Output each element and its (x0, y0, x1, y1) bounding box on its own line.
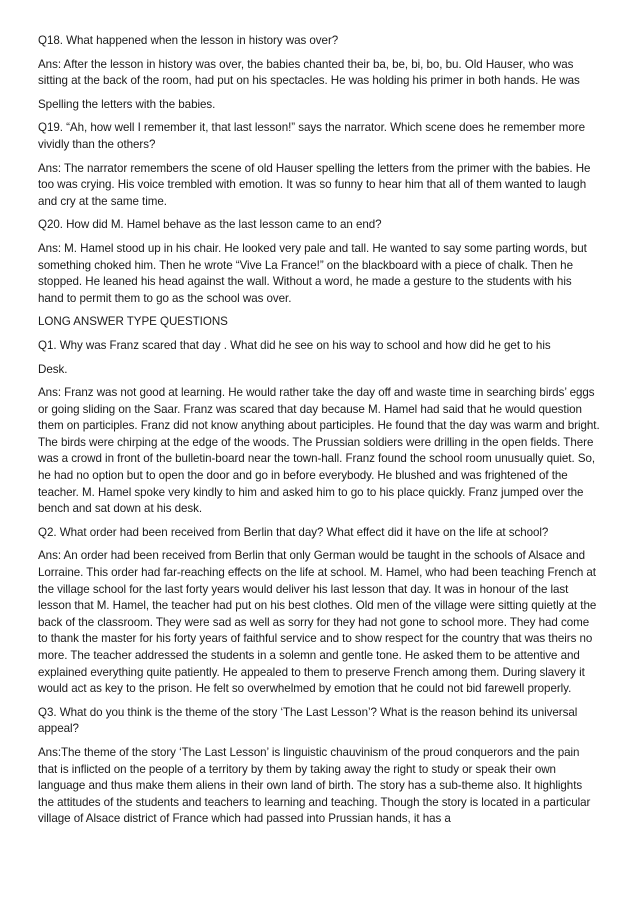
answer-q18-continued: Spelling the letters with the babies. (38, 97, 216, 111)
answer-long-q1: Ans: Franz was not good at learning. He would rather take the day off and waste time in searching birds’ eggs or going sliding on the Saar. Franz was scared that day because M. Hamel had said that he would question them on participles. Franz did not know anything about participles. He found that the day was warm and bright. The birds were chirping at the edge of the woods. The Prussian soldiers were drilling in the open fields. There was a crowd in front of the bulletin-board near the town-hall. Franz found the school room unusually quiet. So, he had no option but to open the door and go in before everybody. He blushed and was frightened of the teacher. M. Hamel spoke very kindly to him and asked him to go to his place quickly. Franz jumped over the bench and sat down at his desk. (38, 386, 600, 516)
document-page (38, 33, 600, 835)
answer-long-q3: Ans:The theme of the story ‘The Last Lesson’ is linguistic chauvinism of the proud conquerors and the pain that is inflicted on the people of a territory by them by taking away the right to study or speak their own language and thus make them aliens in their own land of birth. The story has a sub-theme also. It highlights the attitudes of the students and teachers to learning and teaching. Though the story is located in a particular village of Alsace district of France which had passed into Prussian hands, it has a (38, 745, 591, 826)
answer-q18: Ans: After the lesson in history was over, the babies chanted their ba, be, bi, bo, bu. Old Hauser, who was sitting at the back of the room, had put on his spectacles. He was holding his primer in both hands. He was (38, 57, 580, 88)
answer-q19: Ans: The narrator remembers the scene of old Hauser spelling the letters from the primer with the babies. He too was crying. His voice trembled with emotion. It was so funny to hear him that all of them wanted to laugh and cry at the same time. (38, 161, 591, 208)
question-q19: Q19. “Ah, how well I remember it, that last lesson!” says the narrator. Which scene does he remember more vividly than the others? (38, 121, 585, 151)
question-q20: Q20. How did M. Hamel behave as the last lesson came to an end? (38, 218, 382, 232)
question-long-q2: Q2. What order had been received from Berlin that day? What effect did it have on the life at school? (38, 525, 549, 539)
question-long-q1-continued: Desk. (38, 362, 68, 376)
answer-q20: Ans: M. Hamel stood up in his chair. He looked very pale and tall. He wanted to say some parting words, but something choked him. Then he wrote “Vive La France!” on the blackboard with a piece of chalk. Then he stopped. He leaned his head against the wall. Without a word, he made a gesture to the students with his hand to permit them to go as the school was over. (38, 241, 587, 305)
section-heading: LONG ANSWER TYPE QUESTIONS (38, 315, 228, 329)
question-q18: Q18. What happened when the lesson in history was over? (38, 34, 339, 47)
question-long-q3: Q3. What do you think is the theme of the story ‘The Last Lesson’? What is the reason behind its universal appeal? (38, 705, 578, 736)
answer-long-q2: Ans: An order had been received from Berlin that only German would be taught in the schools of Alsace and Lorraine. This order had far-reaching effects on the life at school. M. Hamel, who had been teaching French at the village school for the last forty years would deliver his last lesson that day. It was in honour of the last lesson that M. Hamel, the teacher had put on his best clothes. Old men of the village were sitting quietly at the back of the classroom. They were sad as well as sorry for they had not gone to school more. They had come to thank the master for his forty years of faithful service and to show respect for the country that was theirs no more. The teacher addressed the students in a solemn and gentle tone. He asked them to be attentive and explained everything quite patiently. He appealed to them to preserve French among them. During slavery it would act as key to the prison. He felt so overwhelmed by emotion that he could not bid farewell properly. (38, 549, 597, 696)
question-long-q1: Q1. Why was Franz scared that day . What did he see on his way to school and how did he get to his (38, 338, 551, 352)
